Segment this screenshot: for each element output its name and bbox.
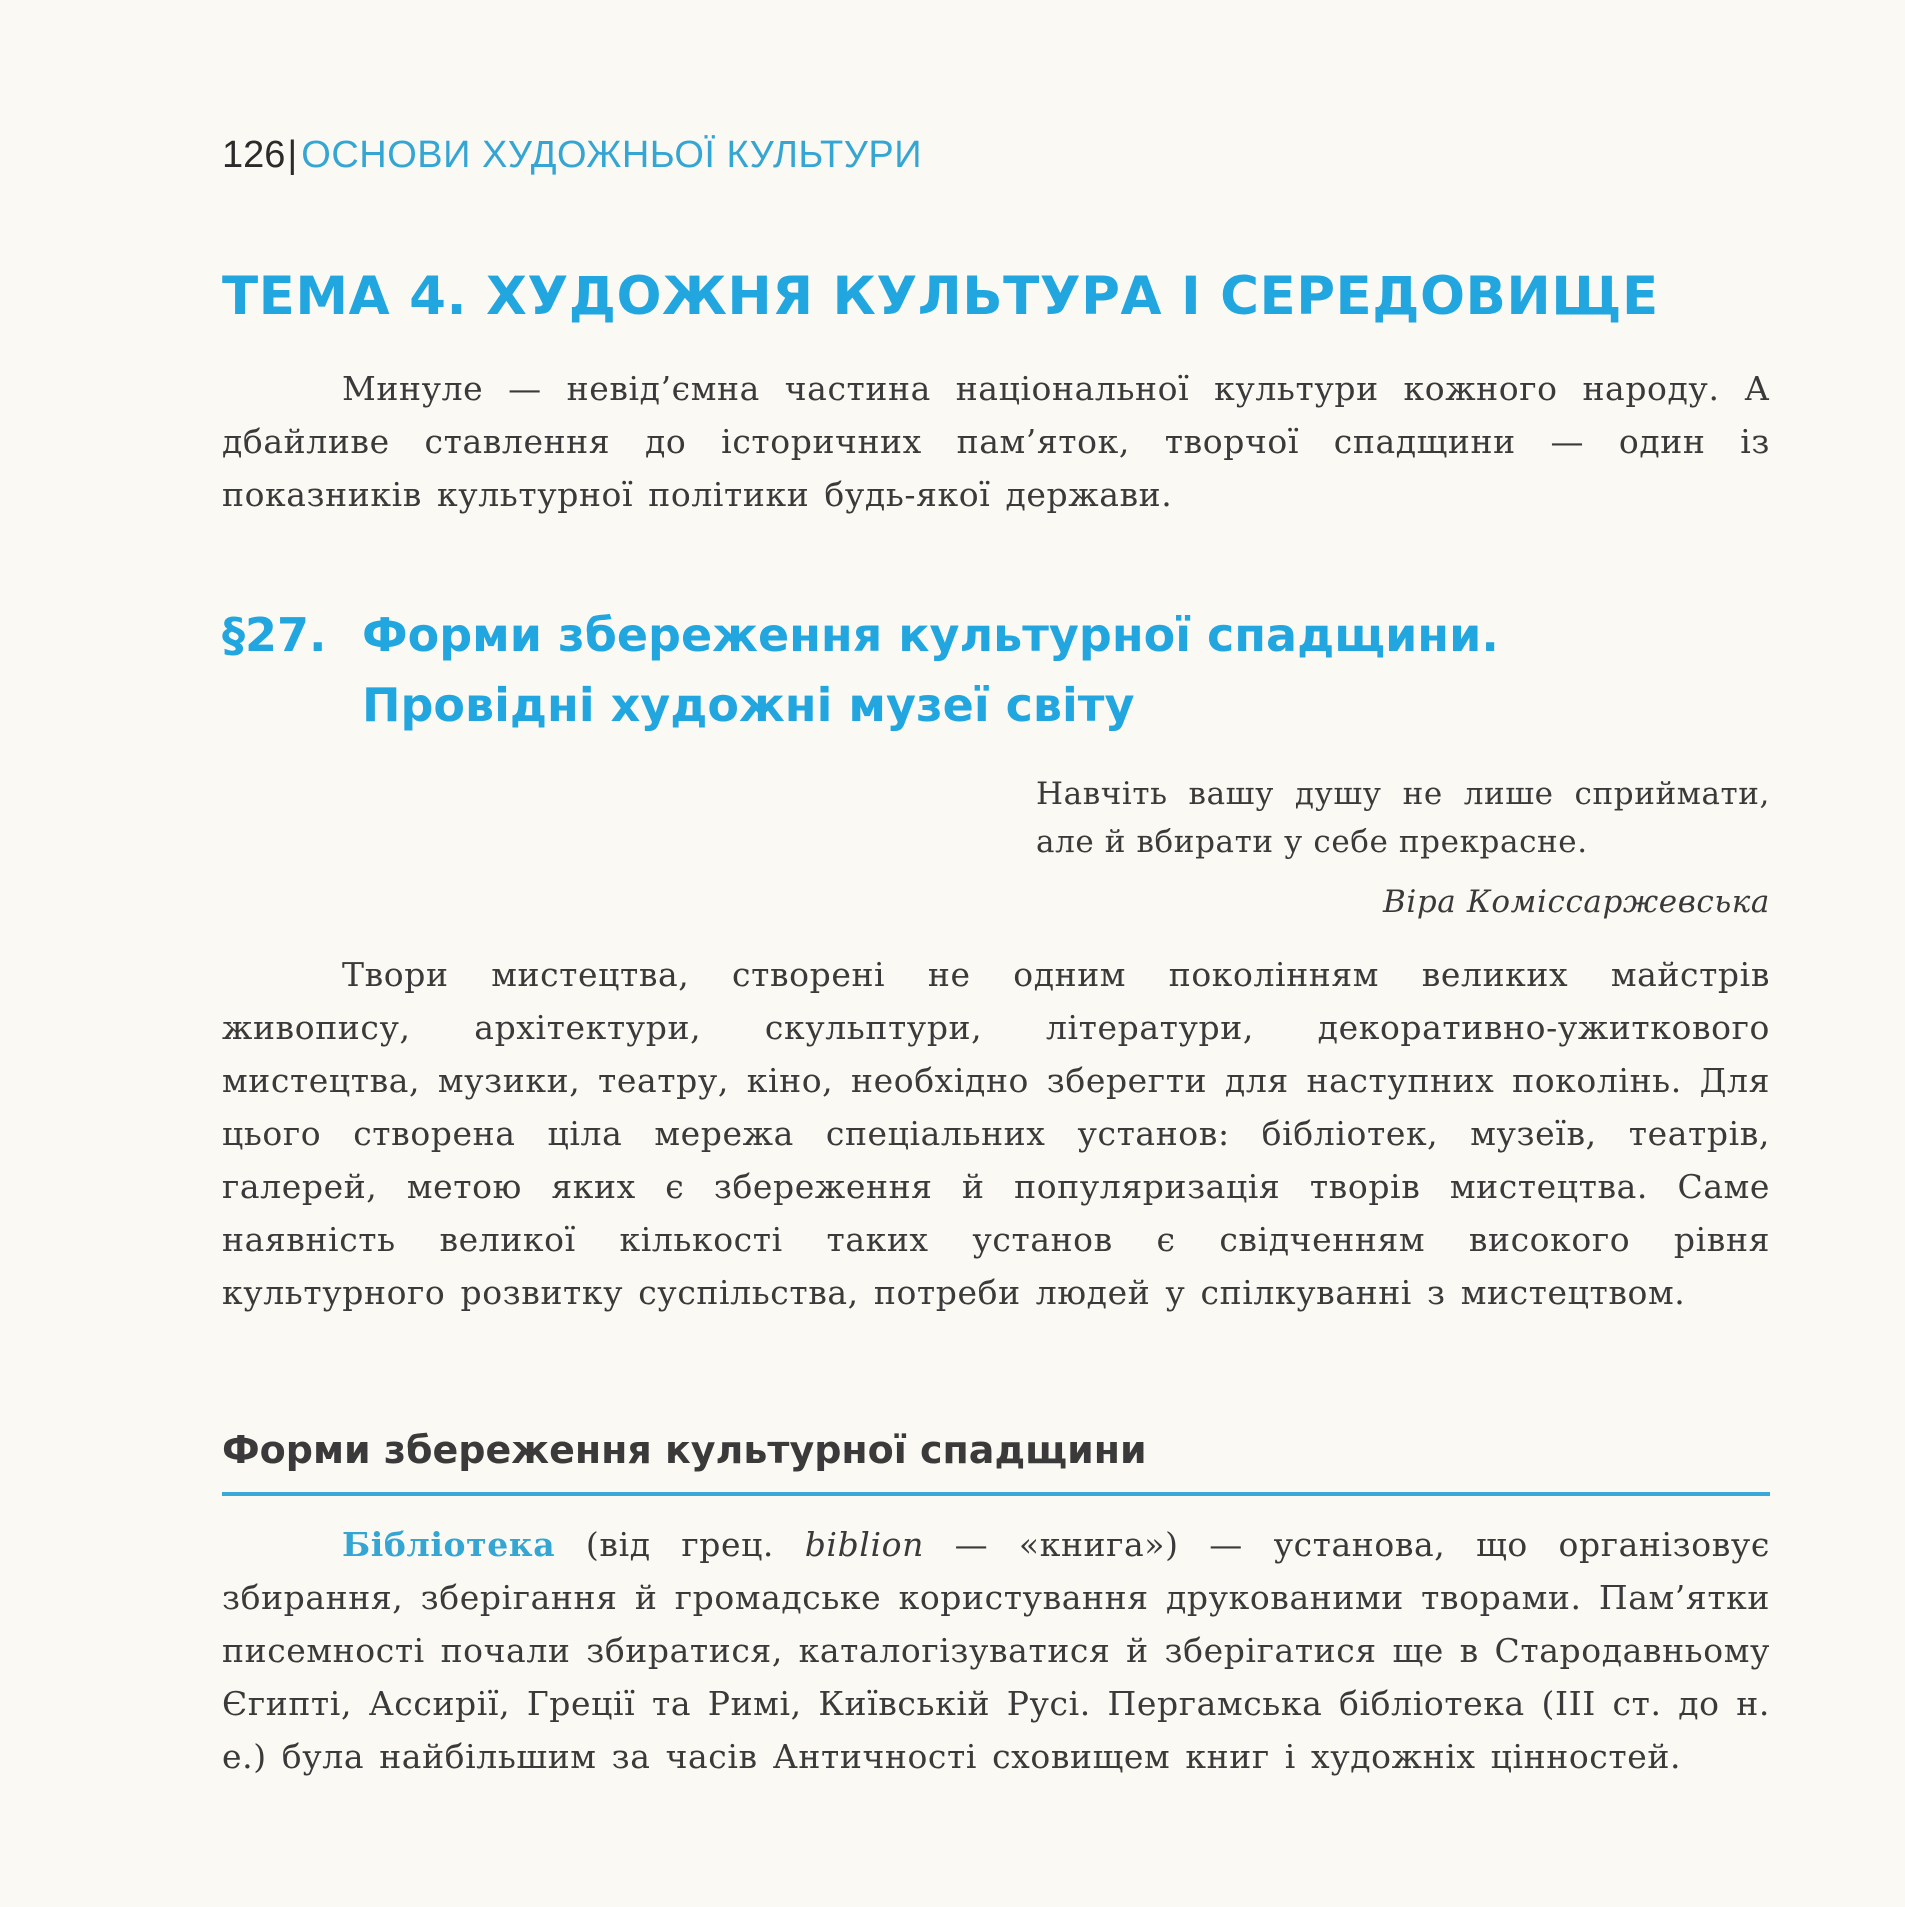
epigraph <box>1036 770 1770 926</box>
section-title <box>222 600 1499 740</box>
paragraph-2-text <box>222 1518 1770 1783</box>
greek-word: biblion <box>804 1525 924 1564</box>
term-library: Бібліотека <box>342 1525 556 1564</box>
theme-intro <box>222 362 1770 521</box>
theme-intro-text: Минуле — невід’ємна частина національної культури кожного народу. А дбайливе ставлення до історичних пам’яток, творчої спадщини — один із показників культурної політики будь-якої держави. <box>222 369 1770 514</box>
paragraph-2 <box>222 1518 1770 1783</box>
book-title: ОСНОВИ ХУДОЖНЬОЇ КУЛЬТУРИ <box>301 134 923 176</box>
section-number: §27. <box>222 608 327 662</box>
epigraph-text: Навчіть вашу душу не лише сприймати, але й вбирати у себе прекрасне. <box>1036 776 1770 860</box>
subheading: Форми збереження культурної спадщини <box>222 1420 1770 1496</box>
epigraph-author: Віра Коміссаржевська <box>1382 884 1770 920</box>
section-title-line1: Форми збереження культурної спадщини. <box>362 608 1499 662</box>
paragraph-2-part2: — «книга») — установа, що організовує збирання, зберігання й громадське користування друкованими творами. Пам’ятки писемності почали збиратися, каталогізуватися й зберігатися ще в Стародавньому Єгипті, Ассирії, Греції та Римі, Київській Русі. Пергамська бібліотека (ІІІ ст. до н. е.) була найбільшим за часів Античності сховищем книг і художніх цінностей. <box>222 1525 1770 1776</box>
theme-title: ТЕМА 4. ХУДОЖНЯ КУЛЬТУРА І СЕРЕДОВИЩЕ <box>222 266 1659 327</box>
page-number: 126 <box>222 134 286 176</box>
running-header <box>222 130 922 180</box>
paragraph-1-text: Твори мистецтва, створені не одним поколінням великих майстрів живопису, архітектури, скульптури, літератури, декоративно-ужиткового мистецтва, музики, театру, кіно, необхідно зберегти для наступних поколінь. Для цього створена ціла мережа спеціальних установ: бібліотек, музеїв, театрів, галерей, метою яких є збереження й популяризація творів мистецтва. Саме наявність великої кількості таких установ є свідченням високого рівня культурного розвитку суспільства, потреби людей у спілкуванні з мистецтвом. <box>222 955 1770 1312</box>
paragraph-1 <box>222 948 1770 1319</box>
header-separator: | <box>287 134 298 176</box>
paragraph-2-part1: (від грец. <box>555 1525 805 1564</box>
section-title-line2: Провідні художні музеї світу <box>362 678 1135 732</box>
